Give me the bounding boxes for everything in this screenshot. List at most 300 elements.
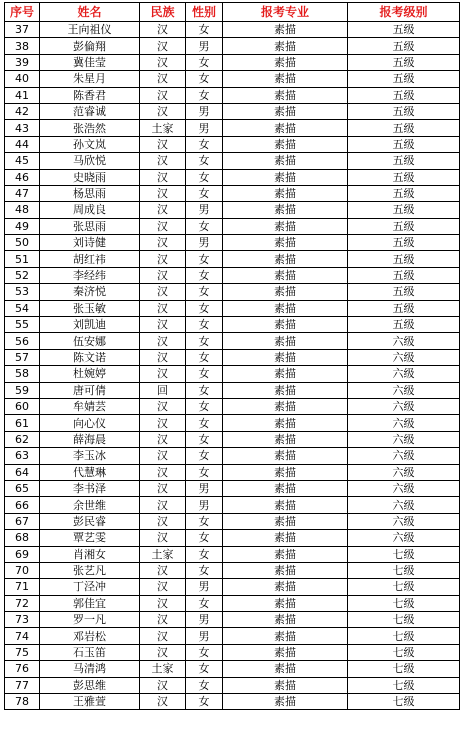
cell-index: 71	[5, 579, 40, 595]
cell-name: 刘诗健	[40, 235, 140, 251]
cell-major: 素描	[223, 153, 348, 169]
cell-name: 冀佳莹	[40, 54, 140, 70]
cell-level: 六级	[348, 382, 460, 398]
header-major: 报考专业	[223, 3, 348, 22]
cell-level: 七级	[348, 644, 460, 660]
cell-index: 58	[5, 366, 40, 382]
cell-index: 72	[5, 595, 40, 611]
cell-ethnicity: 汉	[140, 415, 186, 431]
cell-name: 郭佳宜	[40, 595, 140, 611]
cell-ethnicity: 汉	[140, 54, 186, 70]
cell-index: 78	[5, 694, 40, 710]
cell-major: 素描	[223, 284, 348, 300]
cell-level: 六级	[348, 464, 460, 480]
cell-gender: 女	[186, 267, 223, 283]
cell-name: 陈文诺	[40, 349, 140, 365]
roster-table	[4, 2, 460, 710]
cell-name: 史晓雨	[40, 169, 140, 185]
cell-index: 67	[5, 513, 40, 529]
cell-ethnicity: 汉	[140, 218, 186, 234]
cell-name: 张玉敏	[40, 300, 140, 316]
cell-ethnicity: 汉	[140, 398, 186, 414]
cell-level: 五级	[348, 71, 460, 87]
cell-major: 素描	[223, 38, 348, 54]
table-row	[5, 185, 460, 201]
cell-ethnicity: 汉	[140, 333, 186, 349]
cell-name: 周成良	[40, 202, 140, 218]
cell-ethnicity: 汉	[140, 103, 186, 119]
table-row	[5, 448, 460, 464]
table-row	[5, 54, 460, 70]
cell-ethnicity: 汉	[140, 284, 186, 300]
cell-level: 七级	[348, 546, 460, 562]
table-row	[5, 694, 460, 710]
table-row	[5, 431, 460, 447]
table-row	[5, 218, 460, 234]
cell-gender: 男	[186, 612, 223, 628]
cell-gender: 女	[186, 398, 223, 414]
cell-ethnicity: 汉	[140, 579, 186, 595]
cell-level: 五级	[348, 136, 460, 152]
table-row	[5, 103, 460, 119]
cell-level: 五级	[348, 202, 460, 218]
cell-major: 素描	[223, 349, 348, 365]
cell-major: 素描	[223, 677, 348, 693]
header-level: 报考级别	[348, 3, 460, 22]
cell-index: 63	[5, 448, 40, 464]
cell-index: 54	[5, 300, 40, 316]
cell-name: 薛海晨	[40, 431, 140, 447]
cell-index: 52	[5, 267, 40, 283]
cell-ethnicity: 汉	[140, 513, 186, 529]
cell-level: 五级	[348, 169, 460, 185]
cell-level: 六级	[348, 448, 460, 464]
cell-gender: 女	[186, 595, 223, 611]
cell-name: 彭思维	[40, 677, 140, 693]
table-row	[5, 202, 460, 218]
table-row	[5, 546, 460, 562]
cell-name: 孙文岚	[40, 136, 140, 152]
cell-index: 47	[5, 185, 40, 201]
cell-level: 六级	[348, 431, 460, 447]
cell-ethnicity: 汉	[140, 251, 186, 267]
cell-index: 46	[5, 169, 40, 185]
cell-major: 素描	[223, 120, 348, 136]
cell-major: 素描	[223, 562, 348, 578]
cell-major: 素描	[223, 530, 348, 546]
cell-level: 五级	[348, 317, 460, 333]
cell-gender: 女	[186, 562, 223, 578]
cell-index: 41	[5, 87, 40, 103]
cell-name: 向心仪	[40, 415, 140, 431]
cell-name: 胡红祎	[40, 251, 140, 267]
cell-name: 朱星月	[40, 71, 140, 87]
table-row	[5, 120, 460, 136]
table-row	[5, 284, 460, 300]
cell-gender: 男	[186, 103, 223, 119]
cell-index: 55	[5, 317, 40, 333]
cell-name: 马清鸿	[40, 661, 140, 677]
cell-major: 素描	[223, 595, 348, 611]
cell-level: 六级	[348, 530, 460, 546]
cell-level: 六级	[348, 398, 460, 414]
table-row	[5, 628, 460, 644]
cell-name: 秦济悦	[40, 284, 140, 300]
cell-ethnicity: 汉	[140, 71, 186, 87]
cell-index: 66	[5, 497, 40, 513]
cell-level: 七级	[348, 612, 460, 628]
cell-major: 素描	[223, 546, 348, 562]
cell-ethnicity: 汉	[140, 644, 186, 660]
cell-gender: 女	[186, 530, 223, 546]
cell-gender: 男	[186, 120, 223, 136]
cell-major: 素描	[223, 398, 348, 414]
cell-gender: 女	[186, 87, 223, 103]
cell-gender: 女	[186, 333, 223, 349]
cell-ethnicity: 土家	[140, 661, 186, 677]
cell-index: 73	[5, 612, 40, 628]
cell-ethnicity: 汉	[140, 628, 186, 644]
cell-level: 五级	[348, 218, 460, 234]
cell-index: 57	[5, 349, 40, 365]
cell-level: 五级	[348, 185, 460, 201]
cell-ethnicity: 汉	[140, 694, 186, 710]
cell-index: 48	[5, 202, 40, 218]
cell-index: 59	[5, 382, 40, 398]
cell-ethnicity: 汉	[140, 202, 186, 218]
table-row	[5, 530, 460, 546]
cell-gender: 女	[186, 153, 223, 169]
cell-gender: 女	[186, 448, 223, 464]
cell-ethnicity: 土家	[140, 120, 186, 136]
cell-index: 75	[5, 644, 40, 660]
cell-major: 素描	[223, 579, 348, 595]
cell-name: 代慧琳	[40, 464, 140, 480]
cell-level: 七级	[348, 661, 460, 677]
table-row	[5, 562, 460, 578]
cell-ethnicity: 汉	[140, 431, 186, 447]
table-row	[5, 136, 460, 152]
cell-index: 64	[5, 464, 40, 480]
cell-ethnicity: 汉	[140, 480, 186, 496]
cell-gender: 女	[186, 284, 223, 300]
cell-major: 素描	[223, 480, 348, 496]
cell-gender: 女	[186, 546, 223, 562]
cell-index: 44	[5, 136, 40, 152]
table-row	[5, 513, 460, 529]
cell-ethnicity: 汉	[140, 185, 186, 201]
table-row	[5, 267, 460, 283]
cell-ethnicity: 汉	[140, 464, 186, 480]
cell-name: 王雅萱	[40, 694, 140, 710]
cell-name: 余世维	[40, 497, 140, 513]
cell-major: 素描	[223, 513, 348, 529]
cell-gender: 女	[186, 415, 223, 431]
cell-major: 素描	[223, 300, 348, 316]
cell-ethnicity: 汉	[140, 497, 186, 513]
table-row	[5, 398, 460, 414]
table-row	[5, 87, 460, 103]
cell-name: 罗一凡	[40, 612, 140, 628]
cell-index: 42	[5, 103, 40, 119]
cell-name: 马欣悦	[40, 153, 140, 169]
cell-gender: 女	[186, 251, 223, 267]
cell-ethnicity: 汉	[140, 530, 186, 546]
cell-ethnicity: 汉	[140, 677, 186, 693]
cell-level: 六级	[348, 366, 460, 382]
cell-level: 六级	[348, 333, 460, 349]
cell-index: 39	[5, 54, 40, 70]
cell-index: 70	[5, 562, 40, 578]
table-row	[5, 235, 460, 251]
cell-level: 五级	[348, 300, 460, 316]
table-row	[5, 71, 460, 87]
cell-name: 唐可倩	[40, 382, 140, 398]
cell-gender: 女	[186, 349, 223, 365]
cell-major: 素描	[223, 218, 348, 234]
table-row	[5, 317, 460, 333]
cell-index: 45	[5, 153, 40, 169]
cell-index: 49	[5, 218, 40, 234]
cell-name: 彭民睿	[40, 513, 140, 529]
header-name: 姓名	[40, 3, 140, 22]
cell-name: 丁泾冲	[40, 579, 140, 595]
table-row	[5, 22, 460, 38]
cell-level: 七级	[348, 677, 460, 693]
cell-name: 张艺凡	[40, 562, 140, 578]
cell-major: 素描	[223, 382, 348, 398]
cell-level: 五级	[348, 22, 460, 38]
cell-name: 彭倫翔	[40, 38, 140, 54]
cell-level: 五级	[348, 38, 460, 54]
cell-level: 五级	[348, 103, 460, 119]
cell-name: 伍安娜	[40, 333, 140, 349]
cell-gender: 女	[186, 317, 223, 333]
cell-index: 53	[5, 284, 40, 300]
cell-gender: 女	[186, 513, 223, 529]
cell-major: 素描	[223, 136, 348, 152]
cell-level: 五级	[348, 235, 460, 251]
cell-major: 素描	[223, 661, 348, 677]
cell-major: 素描	[223, 415, 348, 431]
cell-major: 素描	[223, 71, 348, 87]
cell-ethnicity: 汉	[140, 562, 186, 578]
cell-major: 素描	[223, 612, 348, 628]
cell-name: 李经纬	[40, 267, 140, 283]
cell-gender: 女	[186, 54, 223, 70]
cell-ethnicity: 汉	[140, 136, 186, 152]
cell-index: 38	[5, 38, 40, 54]
cell-major: 素描	[223, 317, 348, 333]
cell-gender: 女	[186, 431, 223, 447]
cell-gender: 男	[186, 202, 223, 218]
cell-level: 六级	[348, 480, 460, 496]
table-body	[5, 22, 460, 710]
table-row	[5, 251, 460, 267]
cell-name: 李玉冰	[40, 448, 140, 464]
cell-level: 五级	[348, 284, 460, 300]
cell-index: 62	[5, 431, 40, 447]
cell-major: 素描	[223, 235, 348, 251]
cell-level: 七级	[348, 595, 460, 611]
cell-level: 五级	[348, 153, 460, 169]
cell-name: 覃艺雯	[40, 530, 140, 546]
table-row	[5, 644, 460, 660]
cell-index: 77	[5, 677, 40, 693]
header-row	[5, 3, 460, 22]
table-row	[5, 382, 460, 398]
cell-index: 51	[5, 251, 40, 267]
cell-major: 素描	[223, 431, 348, 447]
cell-ethnicity: 汉	[140, 235, 186, 251]
table-row	[5, 661, 460, 677]
cell-index: 61	[5, 415, 40, 431]
cell-name: 王向祖仪	[40, 22, 140, 38]
cell-name: 肖湘女	[40, 546, 140, 562]
cell-level: 七级	[348, 562, 460, 578]
header-index: 序号	[5, 3, 40, 22]
cell-index: 68	[5, 530, 40, 546]
cell-index: 37	[5, 22, 40, 38]
table-row	[5, 38, 460, 54]
cell-ethnicity: 汉	[140, 87, 186, 103]
cell-major: 素描	[223, 366, 348, 382]
cell-major: 素描	[223, 694, 348, 710]
table-row	[5, 300, 460, 316]
cell-major: 素描	[223, 251, 348, 267]
cell-gender: 男	[186, 480, 223, 496]
cell-gender: 女	[186, 382, 223, 398]
cell-name: 李书泽	[40, 480, 140, 496]
cell-ethnicity: 汉	[140, 300, 186, 316]
table-row	[5, 480, 460, 496]
cell-ethnicity: 汉	[140, 38, 186, 54]
cell-major: 素描	[223, 22, 348, 38]
cell-index: 40	[5, 71, 40, 87]
cell-gender: 男	[186, 628, 223, 644]
cell-major: 素描	[223, 333, 348, 349]
table-row	[5, 612, 460, 628]
cell-gender: 男	[186, 235, 223, 251]
cell-gender: 女	[186, 644, 223, 660]
cell-gender: 男	[186, 497, 223, 513]
cell-name: 牟婧芸	[40, 398, 140, 414]
cell-name: 张浩然	[40, 120, 140, 136]
cell-ethnicity: 汉	[140, 267, 186, 283]
cell-ethnicity: 汉	[140, 349, 186, 365]
cell-major: 素描	[223, 448, 348, 464]
table-row	[5, 333, 460, 349]
cell-gender: 女	[186, 185, 223, 201]
cell-ethnicity: 汉	[140, 366, 186, 382]
cell-gender: 女	[186, 300, 223, 316]
cell-ethnicity: 汉	[140, 22, 186, 38]
cell-index: 60	[5, 398, 40, 414]
cell-major: 素描	[223, 644, 348, 660]
cell-major: 素描	[223, 169, 348, 185]
cell-gender: 男	[186, 38, 223, 54]
cell-level: 六级	[348, 513, 460, 529]
cell-ethnicity: 回	[140, 382, 186, 398]
table-row	[5, 677, 460, 693]
cell-gender: 女	[186, 71, 223, 87]
table-row	[5, 366, 460, 382]
cell-level: 五级	[348, 54, 460, 70]
table-row	[5, 349, 460, 365]
cell-gender: 女	[186, 677, 223, 693]
cell-major: 素描	[223, 202, 348, 218]
table-row	[5, 169, 460, 185]
cell-gender: 女	[186, 464, 223, 480]
header-gender: 性别	[186, 3, 223, 22]
cell-level: 五级	[348, 267, 460, 283]
cell-ethnicity: 汉	[140, 595, 186, 611]
cell-level: 七级	[348, 579, 460, 595]
table-row	[5, 415, 460, 431]
cell-index: 65	[5, 480, 40, 496]
cell-gender: 女	[186, 136, 223, 152]
table-row	[5, 153, 460, 169]
cell-major: 素描	[223, 628, 348, 644]
cell-name: 杜婉婷	[40, 366, 140, 382]
table-row	[5, 595, 460, 611]
cell-level: 五级	[348, 87, 460, 103]
cell-level: 五级	[348, 120, 460, 136]
header-ethnicity: 民族	[140, 3, 186, 22]
cell-name: 邓岩松	[40, 628, 140, 644]
cell-index: 50	[5, 235, 40, 251]
cell-gender: 男	[186, 579, 223, 595]
cell-major: 素描	[223, 497, 348, 513]
cell-gender: 女	[186, 218, 223, 234]
table-row	[5, 497, 460, 513]
cell-ethnicity: 汉	[140, 153, 186, 169]
cell-name: 杨思雨	[40, 185, 140, 201]
cell-major: 素描	[223, 87, 348, 103]
cell-level: 六级	[348, 349, 460, 365]
table-row	[5, 464, 460, 480]
cell-level: 七级	[348, 628, 460, 644]
cell-ethnicity: 土家	[140, 546, 186, 562]
cell-name: 陈香君	[40, 87, 140, 103]
cell-major: 素描	[223, 464, 348, 480]
cell-ethnicity: 汉	[140, 448, 186, 464]
cell-ethnicity: 汉	[140, 317, 186, 333]
cell-index: 43	[5, 120, 40, 136]
cell-major: 素描	[223, 185, 348, 201]
cell-major: 素描	[223, 54, 348, 70]
cell-level: 六级	[348, 415, 460, 431]
cell-level: 七级	[348, 694, 460, 710]
cell-name: 范睿诚	[40, 103, 140, 119]
cell-index: 76	[5, 661, 40, 677]
cell-gender: 女	[186, 366, 223, 382]
cell-name: 石玉笛	[40, 644, 140, 660]
table-row	[5, 579, 460, 595]
cell-gender: 女	[186, 661, 223, 677]
cell-gender: 女	[186, 169, 223, 185]
cell-major: 素描	[223, 103, 348, 119]
cell-ethnicity: 汉	[140, 169, 186, 185]
cell-level: 六级	[348, 497, 460, 513]
cell-index: 74	[5, 628, 40, 644]
cell-ethnicity: 汉	[140, 612, 186, 628]
cell-index: 69	[5, 546, 40, 562]
cell-gender: 女	[186, 694, 223, 710]
cell-level: 五级	[348, 251, 460, 267]
cell-gender: 女	[186, 22, 223, 38]
cell-name: 张思雨	[40, 218, 140, 234]
